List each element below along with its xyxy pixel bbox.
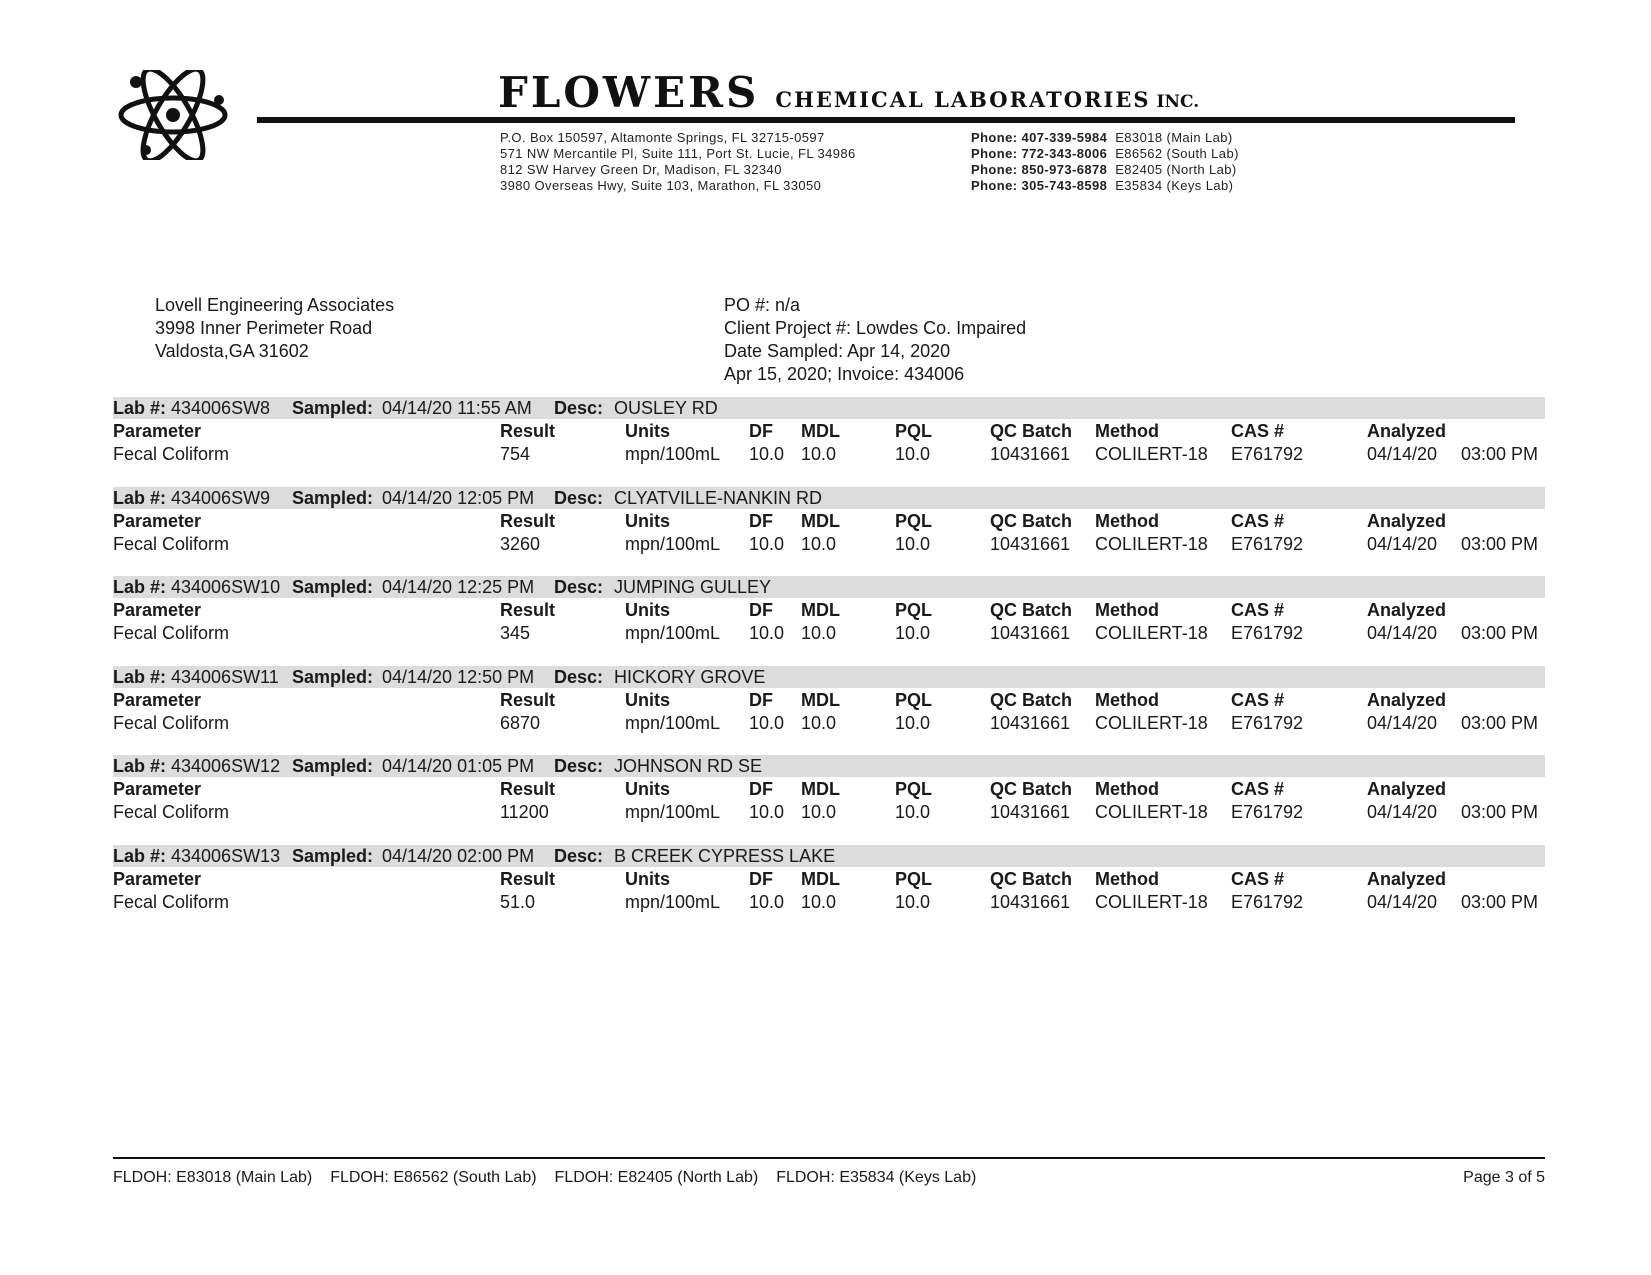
mdl-value: 10.0 [801,444,837,464]
client-street: 3998 Inner Perimeter Road [155,318,373,338]
col-mdl-header: MDL [801,869,840,889]
phone-number: 407-339-5984 [1021,130,1108,145]
col-qc-batch-header: QC Batch [990,690,1073,710]
analyzed-date-value: 04/14/20 [1367,892,1438,912]
df-value: 10.0 [749,534,785,554]
lab-label: Lab #: [113,577,167,597]
col-mdl-header: MDL [801,690,840,710]
result-row [113,533,1545,555]
invoice-line: Apr 15, 2020; Invoice: 434006 [724,364,965,384]
cas-value: E761792 [1231,534,1304,554]
col-qc-batch-header: QC Batch [990,421,1073,441]
cas-value: E761792 [1231,892,1304,912]
analyzed-time-value: 03:00 PM [1461,892,1539,912]
pql-value: 10.0 [895,444,931,464]
page-number: Page 3 of 5 [1463,1169,1545,1186]
footer-license: FLDOH: E35834 (Keys Lab) [776,1169,977,1186]
address-line: 571 NW Mercantile Pl, Suite 111, Port St. Lucie, FL 34986 [500,146,856,161]
result-row [113,712,1545,734]
col-method-header: Method [1095,690,1159,710]
analyzed-date-value: 04/14/20 [1367,534,1438,554]
col-cas-header: CAS # [1231,869,1285,889]
cas-value: E761792 [1231,802,1304,822]
df-value: 10.0 [749,713,785,733]
col-pql-header: PQL [895,421,933,441]
col-parameter-header: Parameter [113,869,202,889]
analyzed-date-value: 04/14/20 [1367,802,1438,822]
sample-header-band [113,845,1545,867]
sample-description: JOHNSON RD SE [614,756,763,776]
address-line: 812 SW Harvey Green Dr, Madison, FL 32340 [500,162,782,177]
col-cas-header: CAS # [1231,511,1285,531]
pql-value: 10.0 [895,623,931,643]
sample-header-band [113,487,1545,509]
col-units-header: Units [625,869,670,889]
analyzed-time-value: 03:00 PM [1461,444,1539,464]
parameter-value: Fecal Coliform [113,892,230,912]
sample-header-band [113,666,1545,688]
col-result-header: Result [500,421,556,441]
company-name-main: FLOWERS [498,68,760,117]
analyzed-time-value: 03:00 PM [1461,802,1539,822]
method-value: COLILERT-18 [1095,623,1208,643]
footer-licenses [113,1169,994,1187]
result-row [113,622,1545,644]
lab-number: 434006SW8 [171,398,271,418]
col-df-header: DF [749,600,773,620]
col-analyzed-header: Analyzed [1367,600,1447,620]
col-mdl-header: MDL [801,779,840,799]
units-value: mpn/100mL [625,802,721,822]
lab-number: 434006SW11 [171,667,279,687]
col-pql-header: PQL [895,600,933,620]
qc-batch-value: 10431661 [990,713,1071,733]
col-df-header: DF [749,869,773,889]
lab-label: Lab #: [113,756,167,776]
sample-block [113,755,1545,821]
col-qc-batch-header: QC Batch [990,511,1073,531]
qc-batch-value: 10431661 [990,892,1071,912]
method-value: COLILERT-18 [1095,713,1208,733]
desc-label: Desc: [554,577,604,597]
phone-line [971,130,1239,146]
col-pql-header: PQL [895,869,933,889]
sampled-datetime: 04/14/20 02:00 PM [382,846,535,866]
col-method-header: Method [1095,421,1159,441]
units-value: mpn/100mL [625,444,721,464]
parameter-value: Fecal Coliform [113,534,230,554]
method-value: COLILERT-18 [1095,892,1208,912]
analyzed-date-value: 04/14/20 [1367,444,1438,464]
footer-license: FLDOH: E86562 (South Lab) [330,1169,537,1186]
project-info [724,294,1026,386]
date-sampled: Date Sampled: Apr 14, 2020 [724,341,951,361]
desc-label: Desc: [554,846,604,866]
sample-description: CLYATVILLE-NANKIN RD [614,488,823,508]
lab-number: 434006SW12 [171,756,281,776]
units-value: mpn/100mL [625,623,721,643]
sample-header-band [113,576,1545,598]
phone-epa: E83018 (Main Lab) [1115,130,1233,145]
sampled-label: Sampled: [292,488,374,508]
company-name-suffix: INC. [1156,92,1200,112]
cas-value: E761792 [1231,623,1304,643]
sampled-label: Sampled: [292,577,374,597]
col-result-header: Result [500,690,556,710]
col-mdl-header: MDL [801,511,840,531]
mdl-value: 10.0 [801,892,837,912]
phone-epa: E35834 (Keys Lab) [1115,178,1234,193]
sample-block [113,666,1545,732]
result-row [113,891,1545,913]
col-analyzed-header: Analyzed [1367,511,1447,531]
company-name [498,68,1199,117]
lab-label: Lab #: [113,398,167,418]
col-cas-header: CAS # [1231,779,1285,799]
sample-block [113,397,1545,463]
col-result-header: Result [500,511,556,531]
sampled-label: Sampled: [292,667,374,687]
col-parameter-header: Parameter [113,421,202,441]
qc-batch-value: 10431661 [990,623,1071,643]
sampled-datetime: 04/14/20 12:50 PM [382,667,535,687]
df-value: 10.0 [749,444,785,464]
sampled-datetime: 04/14/20 12:05 PM [382,488,535,508]
col-result-header: Result [500,869,556,889]
col-qc-batch-header: QC Batch [990,869,1073,889]
address-line: P.O. Box 150597, Altamonte Springs, FL 32715-0597 [500,130,825,145]
sample-description: OUSLEY RD [614,398,718,418]
sampled-label: Sampled: [292,756,374,776]
col-parameter-header: Parameter [113,600,202,620]
col-method-header: Method [1095,779,1159,799]
desc-label: Desc: [554,398,604,418]
method-value: COLILERT-18 [1095,534,1208,554]
client-city: Valdosta,GA 31602 [155,341,309,361]
column-header-row [113,778,1545,800]
col-cas-header: CAS # [1231,600,1285,620]
address-line: 3980 Overseas Hwy, Suite 103, Marathon, FL 33050 [500,178,822,193]
column-header-row [113,599,1545,621]
lab-label: Lab #: [113,488,167,508]
sample-description: HICKORY GROVE [614,667,766,687]
sample-block [113,845,1545,911]
client-project: Client Project #: Lowdes Co. Impaired [724,318,1027,338]
df-value: 10.0 [749,802,785,822]
col-pql-header: PQL [895,690,933,710]
mdl-value: 10.0 [801,534,837,554]
analyzed-time-value: 03:00 PM [1461,534,1539,554]
column-header-row [113,510,1545,532]
sampled-datetime: 04/14/20 12:25 PM [382,577,535,597]
method-value: COLILERT-18 [1095,802,1208,822]
result-value: 11200 [500,802,549,822]
phone-epa: E82405 (North Lab) [1115,162,1237,177]
lab-number: 434006SW13 [171,846,281,866]
col-df-header: DF [749,690,773,710]
sample-description: JUMPING GULLEY [614,577,772,597]
col-pql-header: PQL [895,779,933,799]
col-result-header: Result [500,779,556,799]
column-header-row [113,420,1545,442]
col-analyzed-header: Analyzed [1367,869,1447,889]
lab-phones [971,130,1239,194]
phone-line [971,146,1239,162]
sample-header-band [113,755,1545,777]
col-cas-header: CAS # [1231,421,1285,441]
pql-value: 10.0 [895,534,931,554]
lab-addresses [500,130,856,194]
result-value: 6870 [500,713,541,733]
atom-logo-icon [116,70,231,160]
col-analyzed-header: Analyzed [1367,690,1447,710]
phone-label: Phone: [971,130,1018,145]
pql-value: 10.0 [895,802,931,822]
result-row [113,801,1545,823]
col-method-header: Method [1095,869,1159,889]
col-cas-header: CAS # [1231,690,1285,710]
col-df-header: DF [749,421,773,441]
col-result-header: Result [500,600,556,620]
result-value: 51.0 [500,892,536,912]
col-pql-header: PQL [895,511,933,531]
sampled-datetime: 04/14/20 11:55 AM [382,398,532,418]
col-units-header: Units [625,600,670,620]
qc-batch-value: 10431661 [990,802,1071,822]
phone-number: 850-973-6878 [1021,162,1108,177]
col-qc-batch-header: QC Batch [990,600,1073,620]
cas-value: E761792 [1231,444,1304,464]
col-analyzed-header: Analyzed [1367,421,1447,441]
analyzed-time-value: 03:00 PM [1461,713,1539,733]
mdl-value: 10.0 [801,623,837,643]
phone-number: 305-743-8598 [1021,178,1108,193]
col-units-header: Units [625,511,670,531]
col-units-header: Units [625,779,670,799]
result-row [113,443,1545,465]
footer-license: FLDOH: E83018 (Main Lab) [113,1169,313,1186]
lab-label: Lab #: [113,667,167,687]
client-address [155,294,394,363]
result-value: 345 [500,623,531,643]
col-df-header: DF [749,511,773,531]
pql-value: 10.0 [895,892,931,912]
phone-label: Phone: [971,146,1018,161]
parameter-value: Fecal Coliform [113,802,230,822]
column-header-row [113,868,1545,890]
footer-rule [113,1157,1545,1159]
sampled-datetime: 04/14/20 01:05 PM [382,756,535,776]
col-method-header: Method [1095,511,1159,531]
phone-label: Phone: [971,178,1018,193]
phone-line [971,162,1239,178]
letterhead-rule [257,117,1515,123]
result-value: 3260 [500,534,541,554]
col-units-header: Units [625,690,670,710]
desc-label: Desc: [554,756,604,776]
sample-description: B CREEK CYPRESS LAKE [614,846,836,866]
mdl-value: 10.0 [801,713,837,733]
sample-block [113,576,1545,642]
col-method-header: Method [1095,600,1159,620]
col-parameter-header: Parameter [113,690,202,710]
parameter-value: Fecal Coliform [113,623,230,643]
po-number: PO #: n/a [724,295,801,315]
analyzed-date-value: 04/14/20 [1367,623,1438,643]
col-mdl-header: MDL [801,600,840,620]
desc-label: Desc: [554,488,604,508]
result-value: 754 [500,444,531,464]
units-value: mpn/100mL [625,534,721,554]
desc-label: Desc: [554,667,604,687]
col-parameter-header: Parameter [113,511,202,531]
phone-line [971,178,1239,194]
qc-batch-value: 10431661 [990,534,1071,554]
analyzed-time-value: 03:00 PM [1461,623,1539,643]
sampled-label: Sampled: [292,398,374,418]
method-value: COLILERT-18 [1095,444,1208,464]
qc-batch-value: 10431661 [990,444,1071,464]
lab-number: 434006SW9 [171,488,271,508]
lab-label: Lab #: [113,846,167,866]
column-header-row [113,689,1545,711]
sampled-label: Sampled: [292,846,374,866]
col-units-header: Units [625,421,670,441]
df-value: 10.0 [749,892,785,912]
mdl-value: 10.0 [801,802,837,822]
sample-block [113,487,1545,553]
parameter-value: Fecal Coliform [113,444,230,464]
lab-number: 434006SW10 [171,577,281,597]
cas-value: E761792 [1231,713,1304,733]
phone-label: Phone: [971,162,1018,177]
units-value: mpn/100mL [625,713,721,733]
phone-epa: E86562 (South Lab) [1115,146,1239,161]
col-analyzed-header: Analyzed [1367,779,1447,799]
analyzed-date-value: 04/14/20 [1367,713,1438,733]
phone-number: 772-343-8006 [1021,146,1108,161]
parameter-value: Fecal Coliform [113,713,230,733]
col-df-header: DF [749,779,773,799]
col-parameter-header: Parameter [113,779,202,799]
pql-value: 10.0 [895,713,931,733]
units-value: mpn/100mL [625,892,721,912]
col-qc-batch-header: QC Batch [990,779,1073,799]
df-value: 10.0 [749,623,785,643]
col-mdl-header: MDL [801,421,840,441]
client-name: Lovell Engineering Associates [155,295,395,315]
company-name-sub: CHEMICAL LABORATORIES [775,87,1151,112]
sample-header-band [113,397,1545,419]
footer-license: FLDOH: E82405 (North Lab) [554,1169,759,1186]
